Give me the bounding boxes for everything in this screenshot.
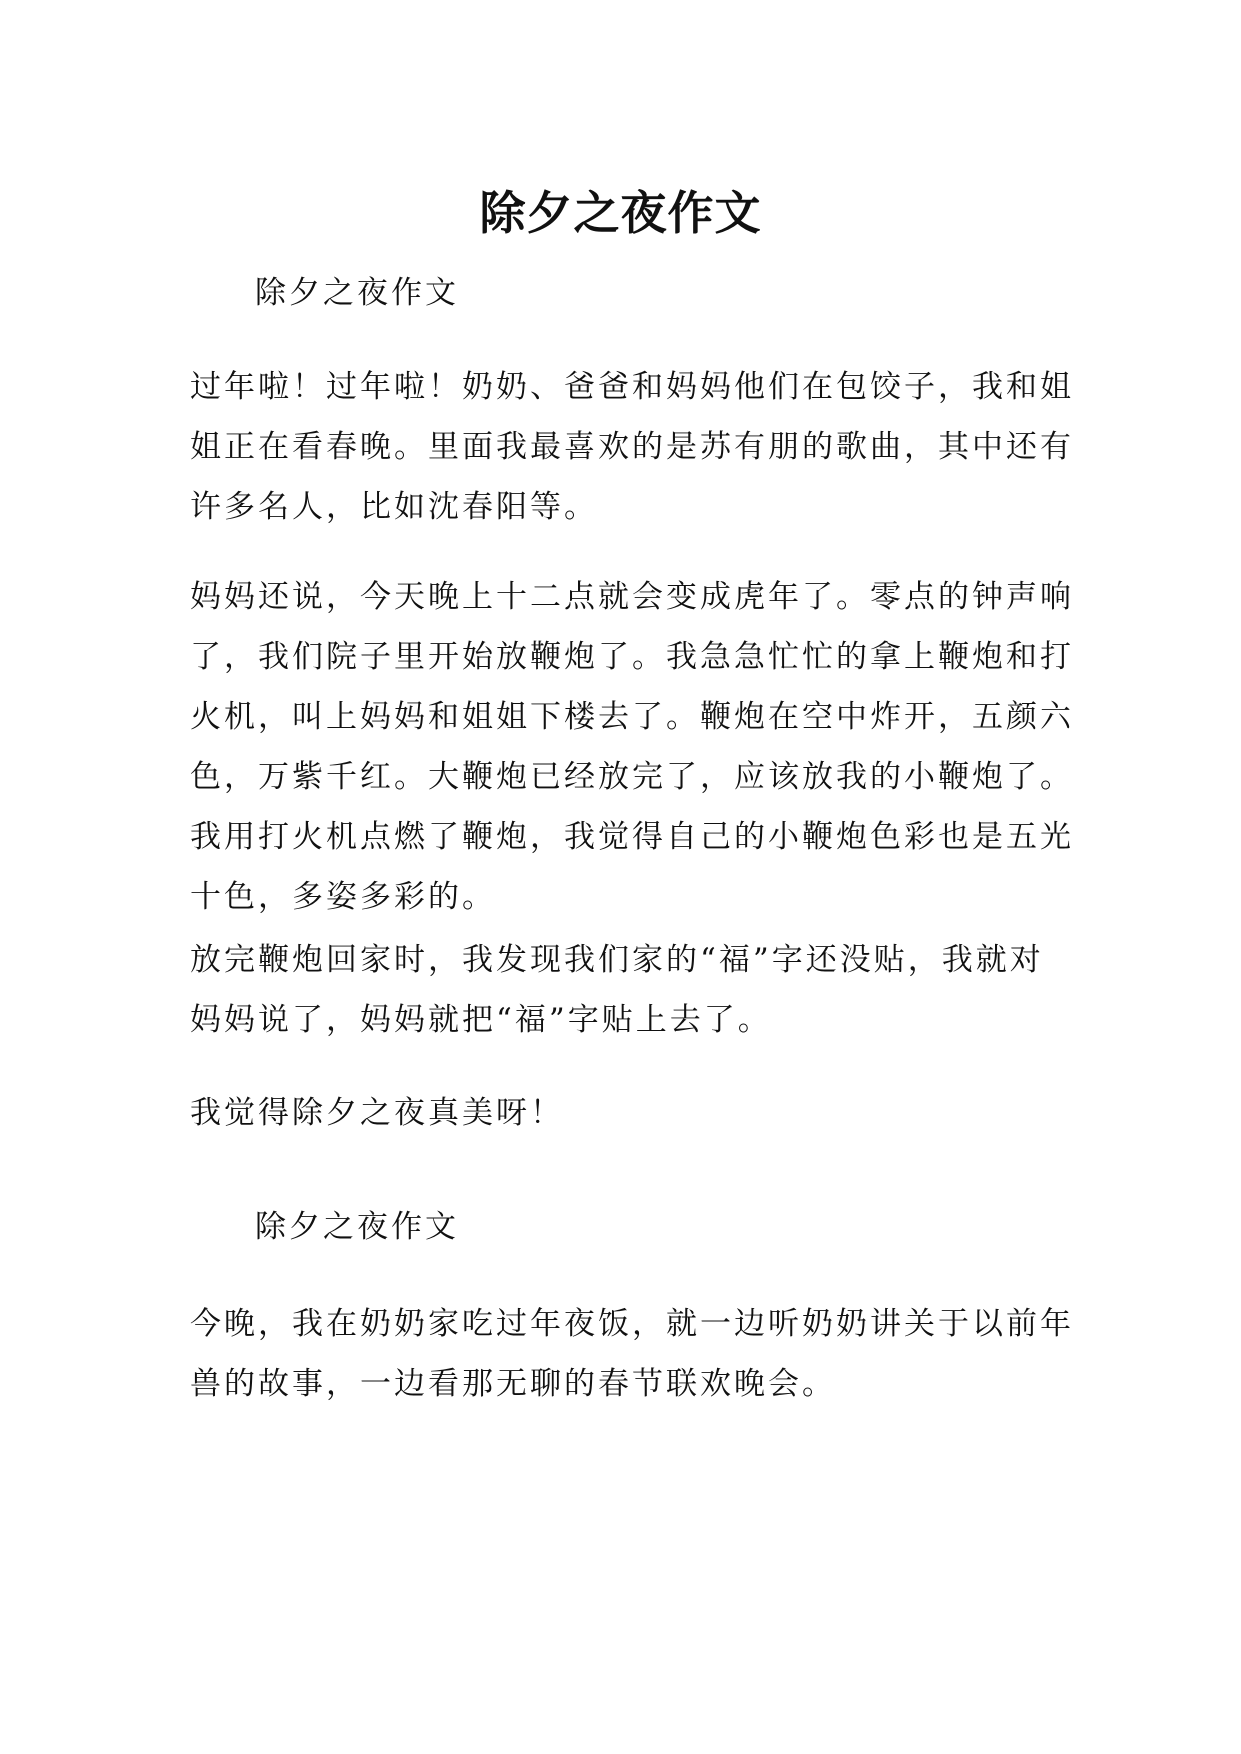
paragraph-1 [190,357,1074,537]
paragraph-3 [190,930,1070,1050]
paragraph-line: 十色，多姿多彩的。 [190,879,496,915]
paragraph-5 [190,1294,1074,1414]
paragraph-line: 过年啦！过年啦！奶奶、爸爸和妈妈他们在包饺子，我和姐 [190,369,1074,405]
paragraph-line: 许多名人，比如沈春阳等。 [190,489,598,525]
paragraph-line: 我用打火机点燃了鞭炮，我觉得自己的小鞭炮色彩也是五光 [190,819,1074,855]
paragraph-line: 色，万紫千红。大鞭炮已经放完了，应该放我的小鞭炮了。 [190,759,1074,795]
subheading-line: 除夕之夜作文 [255,275,459,311]
subheading-1 [255,263,1135,323]
paragraph-line: 放完鞭炮回家时，我发现我们家的“福”字还没贴，我就对 [190,942,1044,978]
paragraph-line: 今晚，我在奶奶家吃过年夜饭，就一边听奶奶讲关于以前年 [190,1306,1074,1342]
subheading-line: 除夕之夜作文 [255,1209,459,1245]
paragraph-line: 火机，叫上妈妈和姐姐下楼去了。鞭炮在空中炸开，五颜六 [190,699,1074,735]
paragraph-line: 妈妈说了，妈妈就把“福”字贴上去了。 [190,1002,772,1038]
paragraph-line: 妈妈还说，今天晚上十二点就会变成虎年了。零点的钟声响 [190,579,1074,615]
paragraph-line: 我觉得除夕之夜真美呀！ [190,1095,564,1131]
paragraph-4 [190,1083,1070,1143]
document-title: 除夕之夜作文 [479,185,762,240]
paragraph-line: 姐正在看春晚。里面我最喜欢的是苏有朋的歌曲，其中还有 [190,429,1074,465]
paragraph-line: 兽的故事，一边看那无聊的春节联欢晚会。 [190,1366,836,1402]
subheading-2 [255,1197,1135,1257]
paragraph-line: 了，我们院子里开始放鞭炮了。我急急忙忙的拿上鞭炮和打 [190,639,1074,675]
paragraph-2 [190,567,1074,927]
